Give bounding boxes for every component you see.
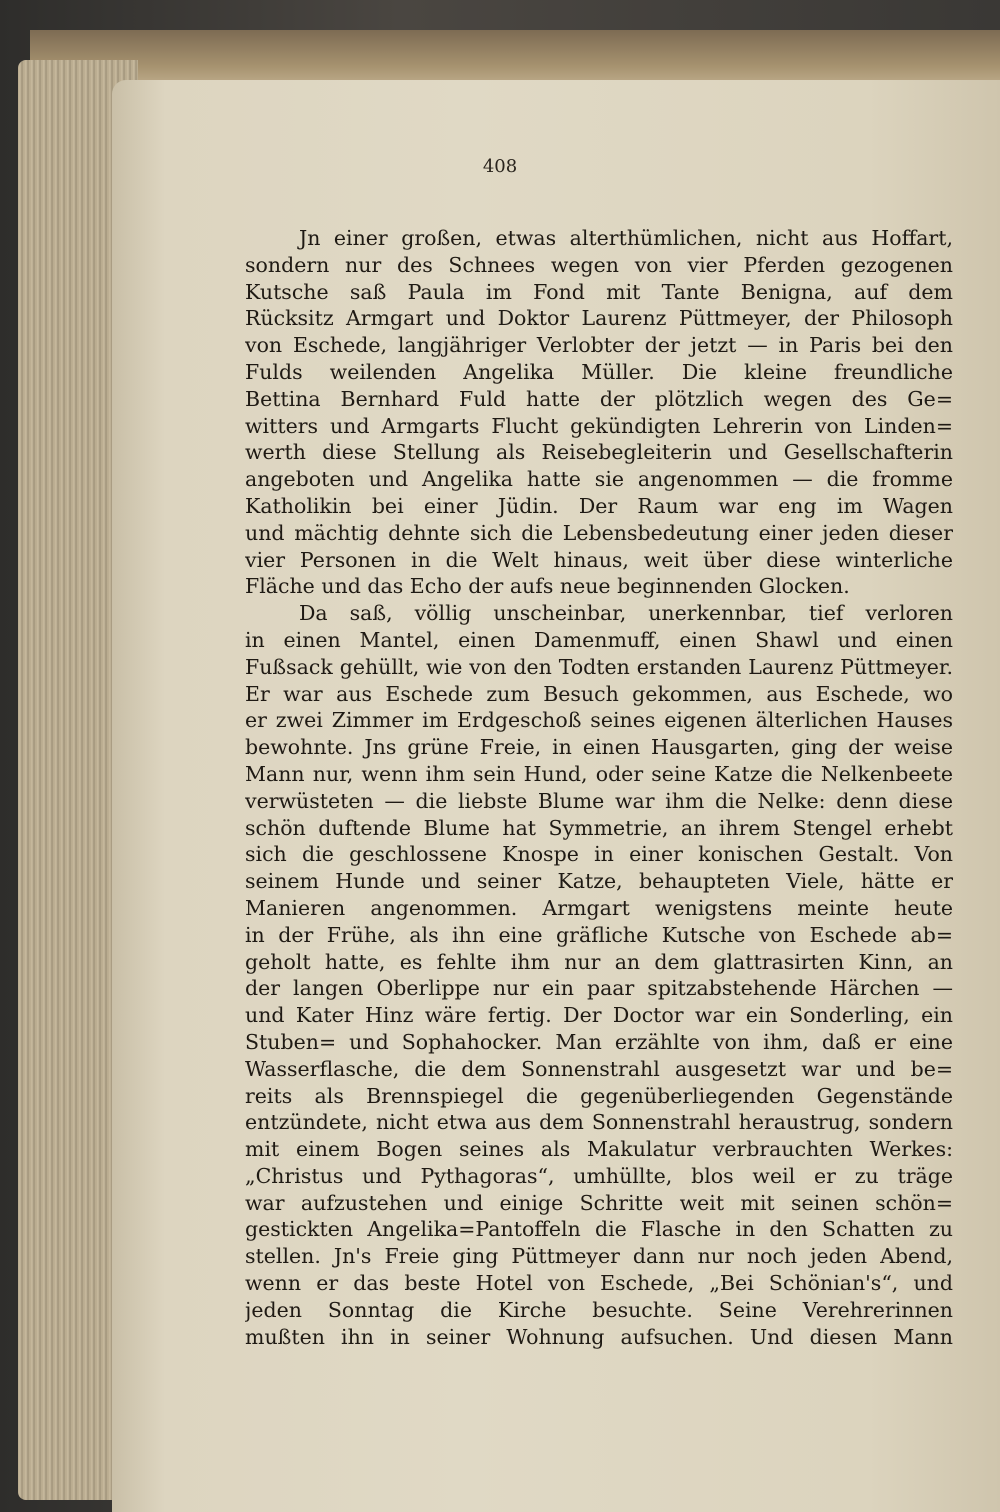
text-line: witters und Armgarts Flucht gekündigten Lehrerin von Linden=	[245, 413, 953, 438]
text-line: wenn er das beste Hotel von Eschede, „Bei Schönian's“, und	[245, 1271, 953, 1296]
text-line: seinem Hunde und seiner Katze, behaupteten Viele, hätte er	[245, 869, 953, 894]
text-line: Jn einer großen, etwas alterthümlichen, nicht aus Hoffart,	[299, 226, 953, 250]
page-number: 408	[482, 156, 518, 177]
text-line: mit einem Bogen seines als Makulatur verbrauchten Werkes:	[245, 1137, 953, 1162]
text-line: geholt hatte, es fehlte ihm nur an dem glattrasirten Kinn, an	[245, 949, 953, 974]
text-line: war aufzustehen und einige Schritte weit mit seinen schön=	[245, 1190, 953, 1215]
text-line: sich die geschlossene Knospe in einer konischen Gestalt. Von	[245, 842, 953, 867]
text-line: Rücksitz Armgart und Doktor Laurenz Püttmeyer, der Philosoph	[245, 306, 953, 331]
text-line: Fußsack gehüllt, wie von den Todten erstanden Laurenz Püttmeyer.	[245, 654, 953, 679]
text-line: entzündete, nicht etwa aus dem Sonnenstrahl heraustrug, sondern	[245, 1110, 953, 1135]
text-line: und Kater Hinz wäre fertig. Der Doctor war ein Sonderling, ein	[245, 1003, 953, 1028]
text-line: Wasserflasche, die dem Sonnenstrahl ausgesetzt war und be=	[245, 1056, 953, 1081]
text-line: „Christus und Pythagoras“, umhüllte, blos weil er zu träge	[245, 1163, 953, 1188]
text-line: reits als Brennspiegel die gegenüberliegenden Gegenstände	[245, 1083, 953, 1108]
text-line: Bettina Bernhard Fuld hatte der plötzlich wegen des Ge=	[245, 386, 953, 411]
body-text	[245, 225, 953, 1350]
text-line: er zwei Zimmer im Erdgeschoß seines eigenen älterlichen Hauses	[245, 708, 953, 733]
text-line: Da saß, völlig unscheinbar, unerkennbar, tief verloren	[299, 601, 953, 626]
text-line: von Eschede, langjähriger Verlobter der jetzt — in Paris bei den	[245, 333, 953, 358]
text-line: Stuben= und Sophahocker. Man erzählte von ihm, daß er eine	[245, 1029, 953, 1054]
text-line: Manieren angenommen. Armgart wenigstens meinte heute	[245, 895, 953, 920]
text-line: in der Frühe, als ihn eine gräfliche Kutsche von Eschede ab=	[245, 922, 953, 947]
text-line: Mann nur, wenn ihm sein Hund, oder seine Katze die Nelkenbeete	[245, 761, 953, 786]
text-line: schön duftende Blume hat Symmetrie, an ihrem Stengel erhebt	[245, 815, 953, 840]
text-line: Fulds weilenden Angelika Müller. Die kleine freundliche	[245, 359, 953, 384]
text-line: in einen Mantel, einen Damenmuff, einen Shawl und einen	[245, 627, 953, 652]
text-line: gestickten Angelika=Pantoffeln die Flasche in den Schatten zu	[245, 1217, 953, 1242]
text-line: Fläche und das Echo der aufs neue beginnenden Glocken.	[245, 574, 850, 599]
text-line: vier Personen in die Welt hinaus, weit über diese winterliche	[245, 547, 953, 572]
text-line: werth diese Stellung als Reisebegleiterin und Gesellschafterin	[245, 440, 953, 465]
text-line: Katholikin bei einer Jüdin. Der Raum war eng im Wagen	[245, 493, 953, 518]
text-line: mußten ihn in seiner Wohnung aufsuchen. Und diesen Mann	[245, 1324, 953, 1349]
text-line: jeden Sonntag die Kirche besuchte. Seine Verehrerinnen	[245, 1297, 953, 1322]
text-line: angeboten und Angelika hatte sie angenommen — die fromme	[245, 467, 953, 492]
text-line: Kutsche saß Paula im Fond mit Tante Benigna, auf dem	[245, 279, 953, 304]
text-line: stellen. Jn's Freie ging Püttmeyer dann nur noch jeden Abend,	[245, 1244, 953, 1269]
text-line: Er war aus Eschede zum Besuch gekommen, aus Eschede, wo	[245, 681, 953, 706]
text-line: verwüsteten — die liebste Blume war ihm die Nelke: denn diese	[245, 788, 953, 813]
text-line: bewohnte. Jns grüne Freie, in einen Hausgarten, ging der weise	[245, 735, 953, 760]
text-line: sondern nur des Schnees wegen von vier Pferden gezogenen	[245, 252, 953, 277]
text-line: der langen Oberlippe nur ein paar spitzabstehende Härchen —	[245, 976, 953, 1001]
text-line: und mächtig dehnte sich die Lebensbedeutung einer jeden dieser	[245, 520, 953, 545]
